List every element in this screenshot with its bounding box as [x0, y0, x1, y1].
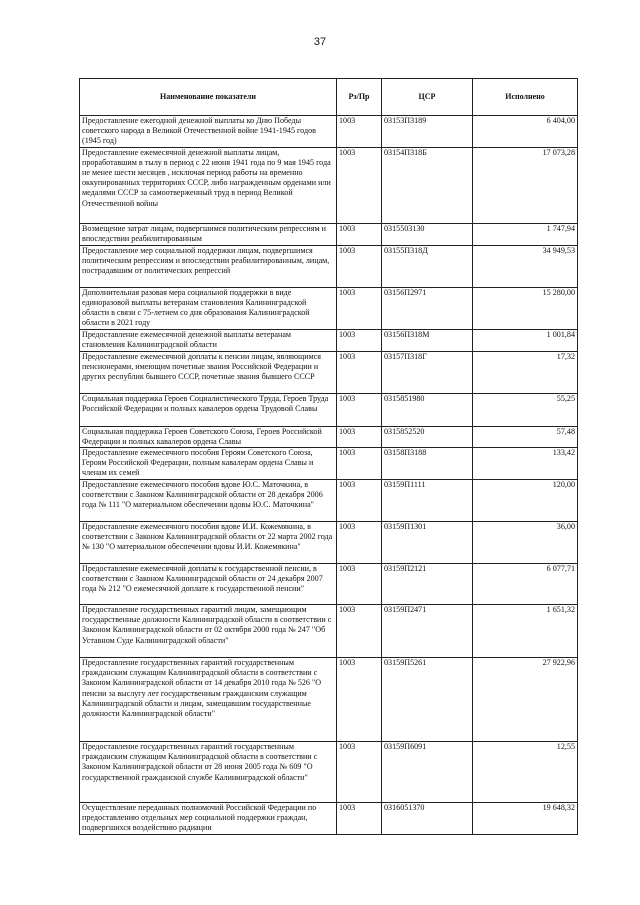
cell-name: Предоставление ежемесячного пособия Героям Советского Союза, Героям Российской Федерации, полным кавалерам ордена Славы и членам их семей	[80, 447, 337, 479]
cell-csr: 03159П2471	[382, 604, 473, 657]
table-row	[80, 329, 578, 351]
cell-done: 15 280,00	[473, 287, 578, 329]
cell-csr: 03156П318М	[382, 329, 473, 351]
table-row	[80, 741, 578, 802]
cell-rzpr: 1003	[337, 563, 382, 604]
cell-csr: 03155П318Д	[382, 245, 473, 287]
table-row	[80, 116, 578, 148]
table-header-row	[80, 79, 578, 116]
cell-rzpr: 1003	[337, 802, 382, 834]
cell-csr: 03159П5261	[382, 657, 473, 741]
cell-rzpr: 1003	[337, 329, 382, 351]
table-row	[80, 657, 578, 741]
cell-done: 6 404,00	[473, 116, 578, 148]
table-row	[80, 447, 578, 479]
cell-done: 12,55	[473, 741, 578, 802]
header-csr: ЦСР	[382, 79, 473, 116]
header-rzpr: Рз/Пр	[337, 79, 382, 116]
cell-rzpr: 1003	[337, 479, 382, 521]
cell-name: Предоставление ежемесячной доплаты к государственной пенсии, в соответствии с Законом Калининградской области от 24 декабря 2007 года № 212 "О ежемесячной доплате к государственной пенсии"	[80, 563, 337, 604]
cell-rzpr: 1003	[337, 245, 382, 287]
cell-csr: 03159П2121	[382, 563, 473, 604]
cell-name: Предоставление ежемесячного пособия вдове Ю.С. Маточкина, в соответствии с Законом Калининградской области от 28 декабря 2006 года № 111 "О материальном обеспечении вдовы Ю.С. Маточкина"	[80, 479, 337, 521]
cell-rzpr: 1003	[337, 223, 382, 245]
cell-done: 19 648,32	[473, 802, 578, 834]
cell-csr: 0316051370	[382, 802, 473, 834]
cell-csr: 03156П2971	[382, 287, 473, 329]
cell-done: 55,25	[473, 393, 578, 426]
table-row	[80, 287, 578, 329]
cell-name: Предоставление государственных гарантий государственным гражданским служащим Калининградской области в соответствии с Законом Калининградской области от 28 июня 2005 года № 609 "О государственной гражданской службе Калининградской области"	[80, 741, 337, 802]
cell-rzpr: 1003	[337, 447, 382, 479]
cell-csr: 03157П318Г	[382, 351, 473, 393]
cell-done: 1 747,94	[473, 223, 578, 245]
cell-csr: 03159П6091	[382, 741, 473, 802]
cell-name: Предоставление мер социальной поддержки лицам, подвергшимся политическим репрессиям и впоследствии реабилитированным, лицам, пострадавшим от политических репрессий	[80, 245, 337, 287]
cell-done: 27 922,96	[473, 657, 578, 741]
cell-rzpr: 1003	[337, 147, 382, 223]
cell-name: Предоставление ежемесячной доплаты к пенсии лицам, являющимся пенсионерами, имеющим почетные звания Российской Федерации и других республик бывшего СССР, почетные звания бывшего СССР	[80, 351, 337, 393]
cell-rzpr: 1003	[337, 657, 382, 741]
cell-csr: 0315852520	[382, 426, 473, 447]
cell-csr: 0315851980	[382, 393, 473, 426]
cell-csr: 03154П318Б	[382, 147, 473, 223]
cell-done: 120,00	[473, 479, 578, 521]
cell-csr: 03158П3188	[382, 447, 473, 479]
cell-csr: 03159П1111	[382, 479, 473, 521]
table-row	[80, 521, 578, 563]
cell-name: Социальная поддержка Героев Советского Союза, Героев Российской Федерации и полных кавалеров ордена Славы	[80, 426, 337, 447]
table-row	[80, 563, 578, 604]
cell-done: 34 949,53	[473, 245, 578, 287]
cell-done: 17 073,28	[473, 147, 578, 223]
table-row	[80, 147, 578, 223]
page-number: 37	[313, 36, 327, 48]
cell-done: 6 077,71	[473, 563, 578, 604]
cell-done: 1 651,32	[473, 604, 578, 657]
table-row	[80, 245, 578, 287]
cell-name: Осуществление переданных полномочий Российской Федерации по предоставлению отдельных мер социальной поддержки граждан, подвергшихся воздействию радиации	[80, 802, 337, 834]
header-done: Исполнено	[473, 79, 578, 116]
cell-rzpr: 1003	[337, 287, 382, 329]
cell-rzpr: 1003	[337, 393, 382, 426]
cell-done: 36,00	[473, 521, 578, 563]
table-row	[80, 426, 578, 447]
cell-name: Возмещение затрат лицам, подвергшимся политическим репрессиям и впоследствии реабилитированным	[80, 223, 337, 245]
cell-done: 57,48	[473, 426, 578, 447]
cell-name: Предоставление государственных гарантий государственным гражданским служащим Калининградской области в соответствии с Законом Калининградской области от 14 декабря 2010 года № 526 "О пенсии за выслугу лет государственным гражданским служащим Калининградской области и лицам, замещавшим государственные должности Калининградской области"	[80, 657, 337, 741]
table-row	[80, 393, 578, 426]
cell-rzpr: 1003	[337, 741, 382, 802]
cell-name: Социальная поддержка Героев Социалистического Труда, Героев Труда Российской Федерации и полных кавалеров ордена Трудовой Славы	[80, 393, 337, 426]
cell-rzpr: 1003	[337, 521, 382, 563]
cell-name: Дополнительная разовая мера социальной поддержки в виде единоразовой выплаты ветеранам становления Калининградской области в связи с 75-летием со дня образования Калининградской области в 2021 году	[80, 287, 337, 329]
table-row	[80, 479, 578, 521]
table-row	[80, 223, 578, 245]
cell-rzpr: 1003	[337, 604, 382, 657]
header-name: Наименование показатели	[80, 79, 337, 116]
cell-done: 1 001,84	[473, 329, 578, 351]
cell-csr: 0315503130	[382, 223, 473, 245]
table-row	[80, 604, 578, 657]
cell-name: Предоставление ежемесячной денежной выплаты ветеранам становления Калининградской области	[80, 329, 337, 351]
cell-name: Предоставление государственных гарантий лицам, замещающим государственные должности Калининградской области в соответствии с Законом Калининградской области от 02 октября 2000 года № 247 "Об Уставном Суде Калининградской области"	[80, 604, 337, 657]
report-table	[79, 78, 578, 835]
cell-rzpr: 1003	[337, 426, 382, 447]
cell-name: Предоставление ежегодной денежной выплаты ко Дню Победы советского народа в Великой Отечественной войне 1941-1945 годов (1945 год)	[80, 116, 337, 148]
cell-rzpr: 1003	[337, 351, 382, 393]
cell-name: Предоставление ежемесячного пособия вдове И.И. Кожемякина, в соответствии с Законом Калининградской области от 22 марта 2002 года № 130 "О материальном обеспечении вдовы И.И. Кожемякина"	[80, 521, 337, 563]
cell-csr: 03159П1301	[382, 521, 473, 563]
cell-csr: 03153П3189	[382, 116, 473, 148]
cell-name: Предоставление ежемесячной денежной выплаты лицам, проработавшим в тылу в период с 22 июня 1941 года по 9 мая 1945 года не менее шести месяцев , исключая период работы на временно оккупированных территориях СССР, либо награжденным орденами или медалями СССР за самоотверженный труд в период Великой Отечественной войны	[80, 147, 337, 223]
table-row	[80, 802, 578, 834]
cell-rzpr: 1003	[337, 116, 382, 148]
table-row	[80, 351, 578, 393]
cell-done: 133,42	[473, 447, 578, 479]
cell-done: 17,32	[473, 351, 578, 393]
